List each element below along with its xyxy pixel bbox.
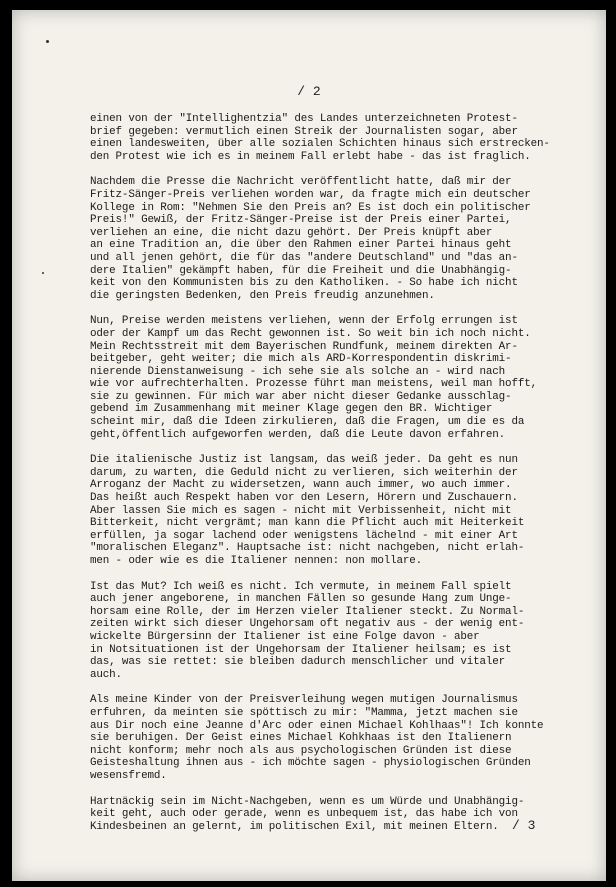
- text-line: dere Italien" gekämpft haben, für die Freiheit und die Unabhängig-: [90, 264, 512, 277]
- text-line: einen von der "Intellighentzia" des Landes unterzeichneten Protest-: [90, 113, 518, 125]
- text-line: an eine Tradition an, die über den Rahmen einer Partei hinaus geht: [90, 239, 512, 252]
- text-line: Als meine Kinder von der Preisverleihung wegen mutigen Journalismus: [90, 694, 518, 707]
- text-line: erfüllen, ja sogar lachend oder wenigstens lächelnd - mit einer Art: [90, 529, 518, 542]
- text-line: "moralischen Eleganz". Hauptsache ist: nicht nachgeben, nicht erlah-: [90, 542, 525, 555]
- text-line: Bitterkeit, nicht vergrämt; man kann die Pflicht auch mit Heiterkeit: [90, 517, 525, 530]
- text-line: und all jenen gehört, die für das "andere Deutschland" und "das an-: [90, 251, 518, 264]
- paragraph: [90, 113, 570, 163]
- text-line: zeiten wirkt sich dieser Ungehorsam oft negativ aus - der wenig ent-: [90, 618, 525, 631]
- text-line: das, was sie rettet: sie bleiben dadurch menschlicher und vitaler: [90, 656, 506, 669]
- text-line: Preis!" Gewiß, der Fritz-Sänger-Preise ist der Preis einer Partei,: [90, 214, 512, 227]
- paragraph: [90, 796, 570, 834]
- text-line: Die italienische Justiz ist langsam, das weiß jeder. Da geht es nun: [90, 454, 518, 467]
- text-line: men - oder wie es die Italiener nennen: non mollare.: [90, 555, 423, 567]
- text-line: darum, zu warten, die Geduld nicht zu verlieren, sich weiterhin der: [90, 466, 518, 479]
- text-line: wie vor aufrechterhalten. Prozesse führt man meistens, weil man hofft,: [90, 378, 537, 391]
- text-line: Geisteshaltung ihnen aus - ich möchte sagen - physiologischen Gründen: [90, 757, 531, 770]
- text-line: oder der Kampf um das Recht gewonnen ist. So weit bin ich noch nicht.: [90, 327, 531, 340]
- text-line: auch.: [90, 668, 122, 681]
- document-body: [90, 113, 570, 846]
- text-line: wesensfremd.: [90, 769, 167, 782]
- text-line: nicht konform; mehr noch als aus psychologischen Gründen ist diese: [90, 744, 512, 757]
- text-line: Kollege in Rom: "Nehmen Sie den Preis an? Es ist doch ein politischer: [90, 201, 531, 214]
- text-line: Ist das Mut? Ich weiß es nicht. Ich vermute, in meinem Fall spielt: [90, 580, 512, 593]
- document-page: [12, 10, 606, 881]
- paragraph: [90, 315, 570, 441]
- text-line: verliehen an eine, die nicht dazu gehört. Der Preis knüpft aber: [90, 226, 493, 239]
- text-line: brief gegeben: vermutlich einen Streik der Journalisten sogar, aber: [90, 125, 518, 138]
- text-line: horsam eine Rolle, der im Herzen vieler Italiener steckt. Zu Normal-: [90, 605, 525, 618]
- paragraph: [90, 694, 570, 782]
- text-line: erfuhren, da meinten sie spöttisch zu mir: "Mamma, jetzt machen sie: [90, 706, 518, 719]
- text-line: sie zu gewinnen. Für mich war aber nicht dieser Gedanke ausschlag-: [90, 390, 512, 403]
- text-line: aus Dir noch eine Jeanne d'Arc oder einen Michael Kohlhaas"! Ich konnte: [90, 719, 544, 732]
- text-line: keit von den Kommunisten bis zu den Katholiken. - So habe ich nicht: [90, 277, 518, 290]
- paragraph: [90, 581, 570, 682]
- text-line: nierende Dienstanweisung - ich sehe sie als solche an - wird nach: [90, 365, 506, 378]
- text-line: geht,öffentlich aufgeworfen werden, daß die Leute davon erfahren.: [90, 428, 506, 441]
- text-line: auch jener angeborene, in manchen Fällen so gesunde Hang zum Unge-: [90, 593, 512, 606]
- text-line: beitgeber, geht weiter; die mich als ARD-Korrespondentin diskrimi-: [90, 353, 512, 366]
- text-line: Fritz-Sänger-Preis verliehen worden war, da fragte mich ein deutscher: [90, 188, 531, 201]
- paragraph: [90, 176, 570, 302]
- text-line: Kindesbeinen an gelernt, im politischen Exil, mit meinen Eltern.: [90, 820, 499, 833]
- paragraph: [90, 454, 570, 567]
- text-line: Das heißt auch Respekt haben vor den Lesern, Hörern und Zuschauern.: [90, 492, 518, 505]
- text-line: den Protest wie ich es in meinem Fall erlebt habe - das ist fraglich.: [90, 150, 531, 163]
- text-line: wickelte Bürgersinn der Italiener ist eine Folge davon - aber: [90, 630, 480, 643]
- text-line: sie beruhigen. Der Geist eines Michael Kohkhaas ist den Italienern: [90, 732, 512, 745]
- text-line: einen landesweiten, über alle sozialen Schichten hinaus sich erstrecken-: [90, 138, 550, 151]
- page-number-bottom: / 3: [512, 818, 536, 833]
- page-number-top: / 2: [297, 84, 321, 99]
- text-line: Mein Rechtsstreit mit dem Bayerischen Rundfunk, meinem direkten Ar-: [90, 340, 518, 353]
- text-line: gebend im Zusammenhang mit meiner Klage gegen den BR. Wichtiger: [90, 403, 493, 416]
- text-line: Arroganz der Macht zu widersetzen, wann auch immer, wo auch immer.: [90, 479, 512, 492]
- text-line: Aber lassen Sie mich es sagen - nicht mit Verbissenheit, nicht mit: [90, 504, 512, 517]
- scan-speck: [46, 40, 49, 43]
- text-line: Nachdem die Presse die Nachricht veröffentlicht hatte, daß mir der: [90, 176, 512, 189]
- text-line: Nun, Preise werden meistens verliehen, wenn der Erfolg errungen ist: [90, 315, 518, 328]
- text-line: scheint mir, daß die Ideen zirkulieren, daß die Fragen, um die es da: [90, 416, 525, 429]
- text-line: die geringsten Bedenken, den Preis freudig anzunehmen.: [90, 289, 435, 302]
- text-line: Hartnäckig sein im Nicht-Nachgeben, wenn es um Würde und Unabhängig-: [90, 795, 525, 808]
- text-line: keit geht, auch oder gerade, wenn es unbequem ist, das habe ich von: [90, 808, 518, 821]
- text-line: in Notsituationen ist der Ungehorsam der Italiener heilsam; es ist: [90, 643, 512, 656]
- scan-speck: [42, 272, 44, 274]
